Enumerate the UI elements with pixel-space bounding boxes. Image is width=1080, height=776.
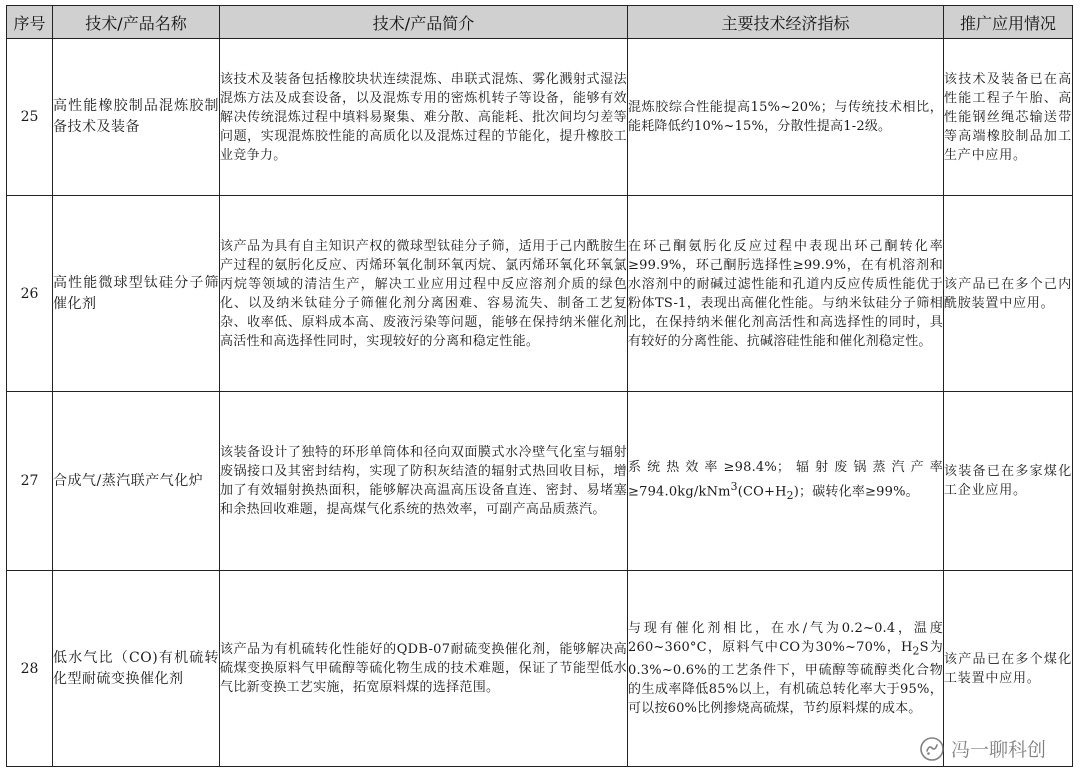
indicator-text: S为0.3%~0.6%的工艺条件下，甲硫醇等硫醇类化合物的生成率降低85%以上，有机硫总转化率大于95%，可以按60%比例掺烧高硫煤，节约原料煤的成本。 [628, 640, 943, 716]
table-row [7, 392, 1073, 571]
table-header-row [7, 6, 1073, 39]
indicator-subscript: 2 [912, 644, 920, 658]
row-index: 26 [7, 196, 53, 392]
header-indicators: 主要技术经济指标 [628, 6, 944, 39]
wechat-official-account-icon [919, 736, 945, 762]
indicator-text: )；碳转化率≥99%。 [793, 483, 919, 499]
row-intro: 该产品为具有自主知识产权的微球型钛硅分子筛，适用于己内酰胺生产过程的氨肟化反应、丙烯环氧化制环氧丙烷、氯丙烯环氧化环氧氯丙烷等领域的清洁生产，解决工业应用过程中反应溶剂介质的绿色化、以及纳米钛硅分子筛催化剂分离困难、容易流失、制备工艺复杂、收率低、原料成本高、废液污染等问题，能够在保持纳米催化剂高活性和高选择性同时，实现较好的分离和稳定性能。 [220, 196, 628, 392]
indicator-text: (CO+H [737, 483, 787, 499]
row-promotion: 该产品已在多个煤化工装置中应用。 [944, 571, 1073, 767]
row-name: 高性能橡胶制品混炼胶制备技术及装备 [53, 39, 220, 196]
row-intro: 该技术及装备包括橡胶块状连续混炼、串联式混炼、雾化溅射式湿法混炼方法及成套设备，以及混炼专用的密炼机转子等设备，能够有效解决传统混炼过程中填料易聚集、难分散、高能耗、批次间均匀差等问题，实现混炼胶性能的高质化以及混炼过程的节能化，提升橡胶工业竞争力。 [220, 39, 628, 196]
indicator-text: 与现有催化剂相比，在水/气为0.2~0.4，温度260~360°C，原料气中CO为30%~70%，H [628, 621, 943, 656]
header-promotion: 推广应用情况 [944, 6, 1073, 39]
indicator-subscript: 2 [786, 488, 794, 502]
row-name: 合成气/蒸汽联产气化炉 [53, 392, 220, 571]
table-row [7, 39, 1073, 196]
header-intro: 技术/产品简介 [220, 6, 628, 39]
table-row [7, 571, 1073, 767]
header-name: 技术/产品名称 [53, 6, 220, 39]
row-intro: 该装备设计了独特的环形单筒体和径向双面膜式水冷壁气化室与辐射废锅接口及其密封结构，实现了防积灰结渣的辐射式热回收目标，增加了有效辐射换热面积，能够解决高温高压设备直连、密封、易堵塞和余热回收难题，提高煤气化系统的热效率，可副产高品质蒸汽。 [220, 392, 628, 571]
row-index: 25 [7, 39, 53, 196]
indicator-text: 系统热效率≥98.4%；辐射废锅蒸汽产率≥794.0kg/kNm [628, 459, 943, 499]
row-index: 27 [7, 392, 53, 571]
row-promotion: 该产品已在多个己内酰胺装置中应用。 [944, 196, 1073, 392]
row-indicators: 混炼胶综合性能提高15%~20%；与传统技术相比，能耗降低约10%~15%，分散性提高1-2级。 [628, 39, 944, 196]
row-index: 28 [7, 571, 53, 767]
row-intro: 该产品为有机硫转化性能好的QDB-07耐硫变换催化剂，能够解决高硫煤变换原料气甲硫醇等硫化物生成的技术难题，保证了节能型低水气比新变换工艺实施，拓宽原料煤的选择范围。 [220, 571, 628, 767]
watermark [919, 735, 1046, 762]
technology-table [6, 5, 1073, 767]
table-row [7, 196, 1073, 392]
row-name: 低水气比（CO)有机硫转化型耐硫变换催化剂 [53, 571, 220, 767]
row-name: 高性能微球型钛硅分子筛催化剂 [53, 196, 220, 392]
row-indicators: 在环己酮氨肟化反应过程中表现出环己酮转化率≥99.9%，环己酮肟选择性≥99.9%，在有机溶剂和水溶剂中的耐碱过滤性能和孔道内反应传质性能优于粉体TS-1，表现出高催化性能。与纳米钛硅分子筛相比，在保持纳米催化剂高活性和高选择性的同时，具有较好的分离性能、抗碱溶硅性能和催化剂稳定性。 [628, 196, 944, 392]
watermark-text: 冯一聊科创 [950, 739, 1046, 761]
row-promotion: 该装备已在多家煤化工企业应用。 [944, 392, 1073, 571]
row-indicators [628, 571, 944, 767]
indicator-superscript: 3 [730, 479, 738, 493]
row-promotion: 该技术及装备已在高性能工程子午胎、高性能钢丝绳芯输送带等高端橡胶制品加工生产中应用。 [944, 39, 1073, 196]
header-index: 序号 [7, 6, 53, 39]
row-indicators [628, 392, 944, 571]
